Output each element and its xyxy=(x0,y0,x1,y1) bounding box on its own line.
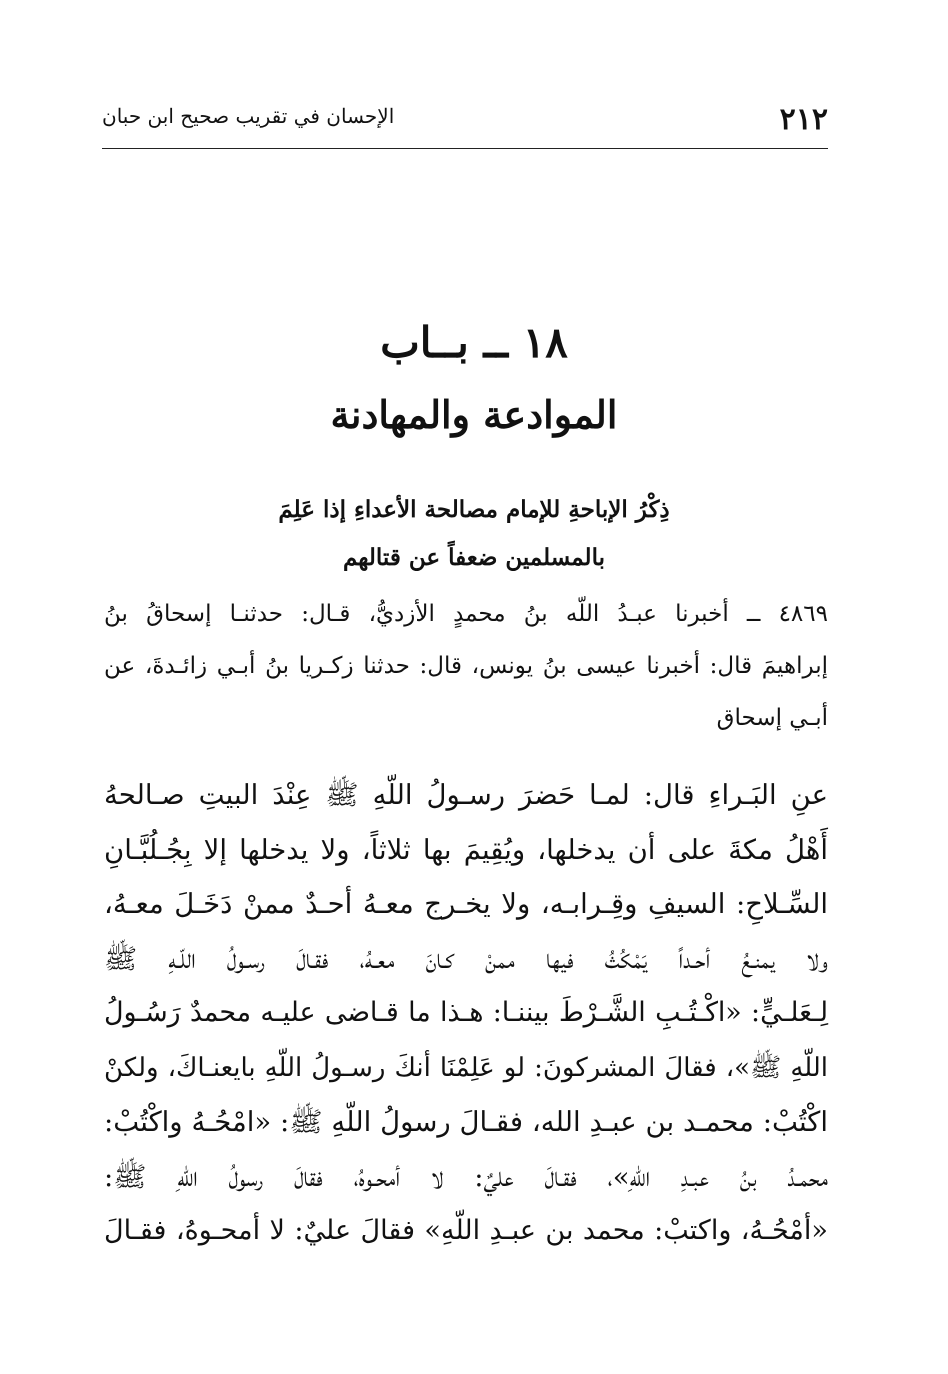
isnad-line: ٤٨٦٩ ــ أخبرنا عبـدُ اللّه بنُ محمدٍ الأزديُّ، قـال: حدثنـا إسحاقُ بنُ xyxy=(104,601,828,627)
running-title: الإحسان في تقريب صحيح ابن حبان xyxy=(102,104,395,128)
matn-line: ولا يمنـعُ أحـداً يَمْكُثُ فيها ممنْ كـانَ معـهُ، فقـالَ رسـولُ اللّـهِ ﷺ xyxy=(104,942,828,975)
page-number: ٢١٢ xyxy=(779,102,828,137)
matn-line: أَهْلُ مكةَ على أن يدخلها، ويُقِيمَ بها ثلاثاً، ولا يدخلها إلا بِجُـلُبَّـانِ xyxy=(104,833,828,866)
matn-line: اكْتُبْ: محمـد بن عبـدِ الله، فقـالَ رسولُ اللّهِ ﷺ: «امْحُـهُ واكْتُبْ: xyxy=(104,1106,828,1138)
hadith-matn xyxy=(104,768,828,1259)
isnad-line: أبـي إسحاق xyxy=(716,705,828,731)
matn-line: اللّهِ ﷺ»، فقالَ المشركونَ: لو عَلِمْنَا أنكَ رسـولُ اللّهِ بايعنـاكَ، ولكنْ xyxy=(104,1052,828,1083)
matn-line: السِّـلاحِ: السيفِ وقِـرابـه، ولا يخـرج معـهُ أحـدٌ ممنْ دَخَـلَ معـهُ، xyxy=(104,888,828,920)
section-heading-line: بالمسلمين ضعفاً عن قتالهم xyxy=(343,544,605,571)
matn-line: محمـدُ بنُ عبـدِ اللّهِ»، فقـالَ عليٌ: لا أمحـوهُ، فقالَ رسولُ اللّهِ ﷺ: xyxy=(104,1160,828,1193)
section-heading xyxy=(120,486,828,582)
section-heading-line: ذِكْرُ الإباحةِ للإمام مصالحة الأعداءِ إذا عَلِمَ xyxy=(278,496,670,523)
hadith-isnad xyxy=(104,588,828,744)
isnad-line: إبراهيمَ قال: أخبرنا عيسى بنُ يونس، قال: حدثنا زكـريا بنُ أبـي زائـدةَ، عن xyxy=(104,653,828,679)
matn-line: لِـعَلـيٍّ: «اكْـتُـبِ الشَّـرْطَ بيننـا: هـذا ما قـاضى عليـه محمدٌ رَسُـولُ xyxy=(104,997,828,1028)
page-header xyxy=(102,98,828,149)
chapter-number: ١٨ ــ بــاب xyxy=(380,318,568,367)
chapter-title: الموادعة والمهادنة xyxy=(330,392,618,437)
matn-line: عنِ البَـراءِ قال: لمـا حَضرَ رسـولُ اللّهِ ﷺ عِنْدَ البيتِ صـالحهُ xyxy=(104,779,828,811)
matn-line: «أمْحُـهُ، واكتبْ: محمد بن عبـدِ اللّهِ» فقالَ عليٌ: لا أمحـوهُ، فقـالَ xyxy=(104,1215,828,1246)
